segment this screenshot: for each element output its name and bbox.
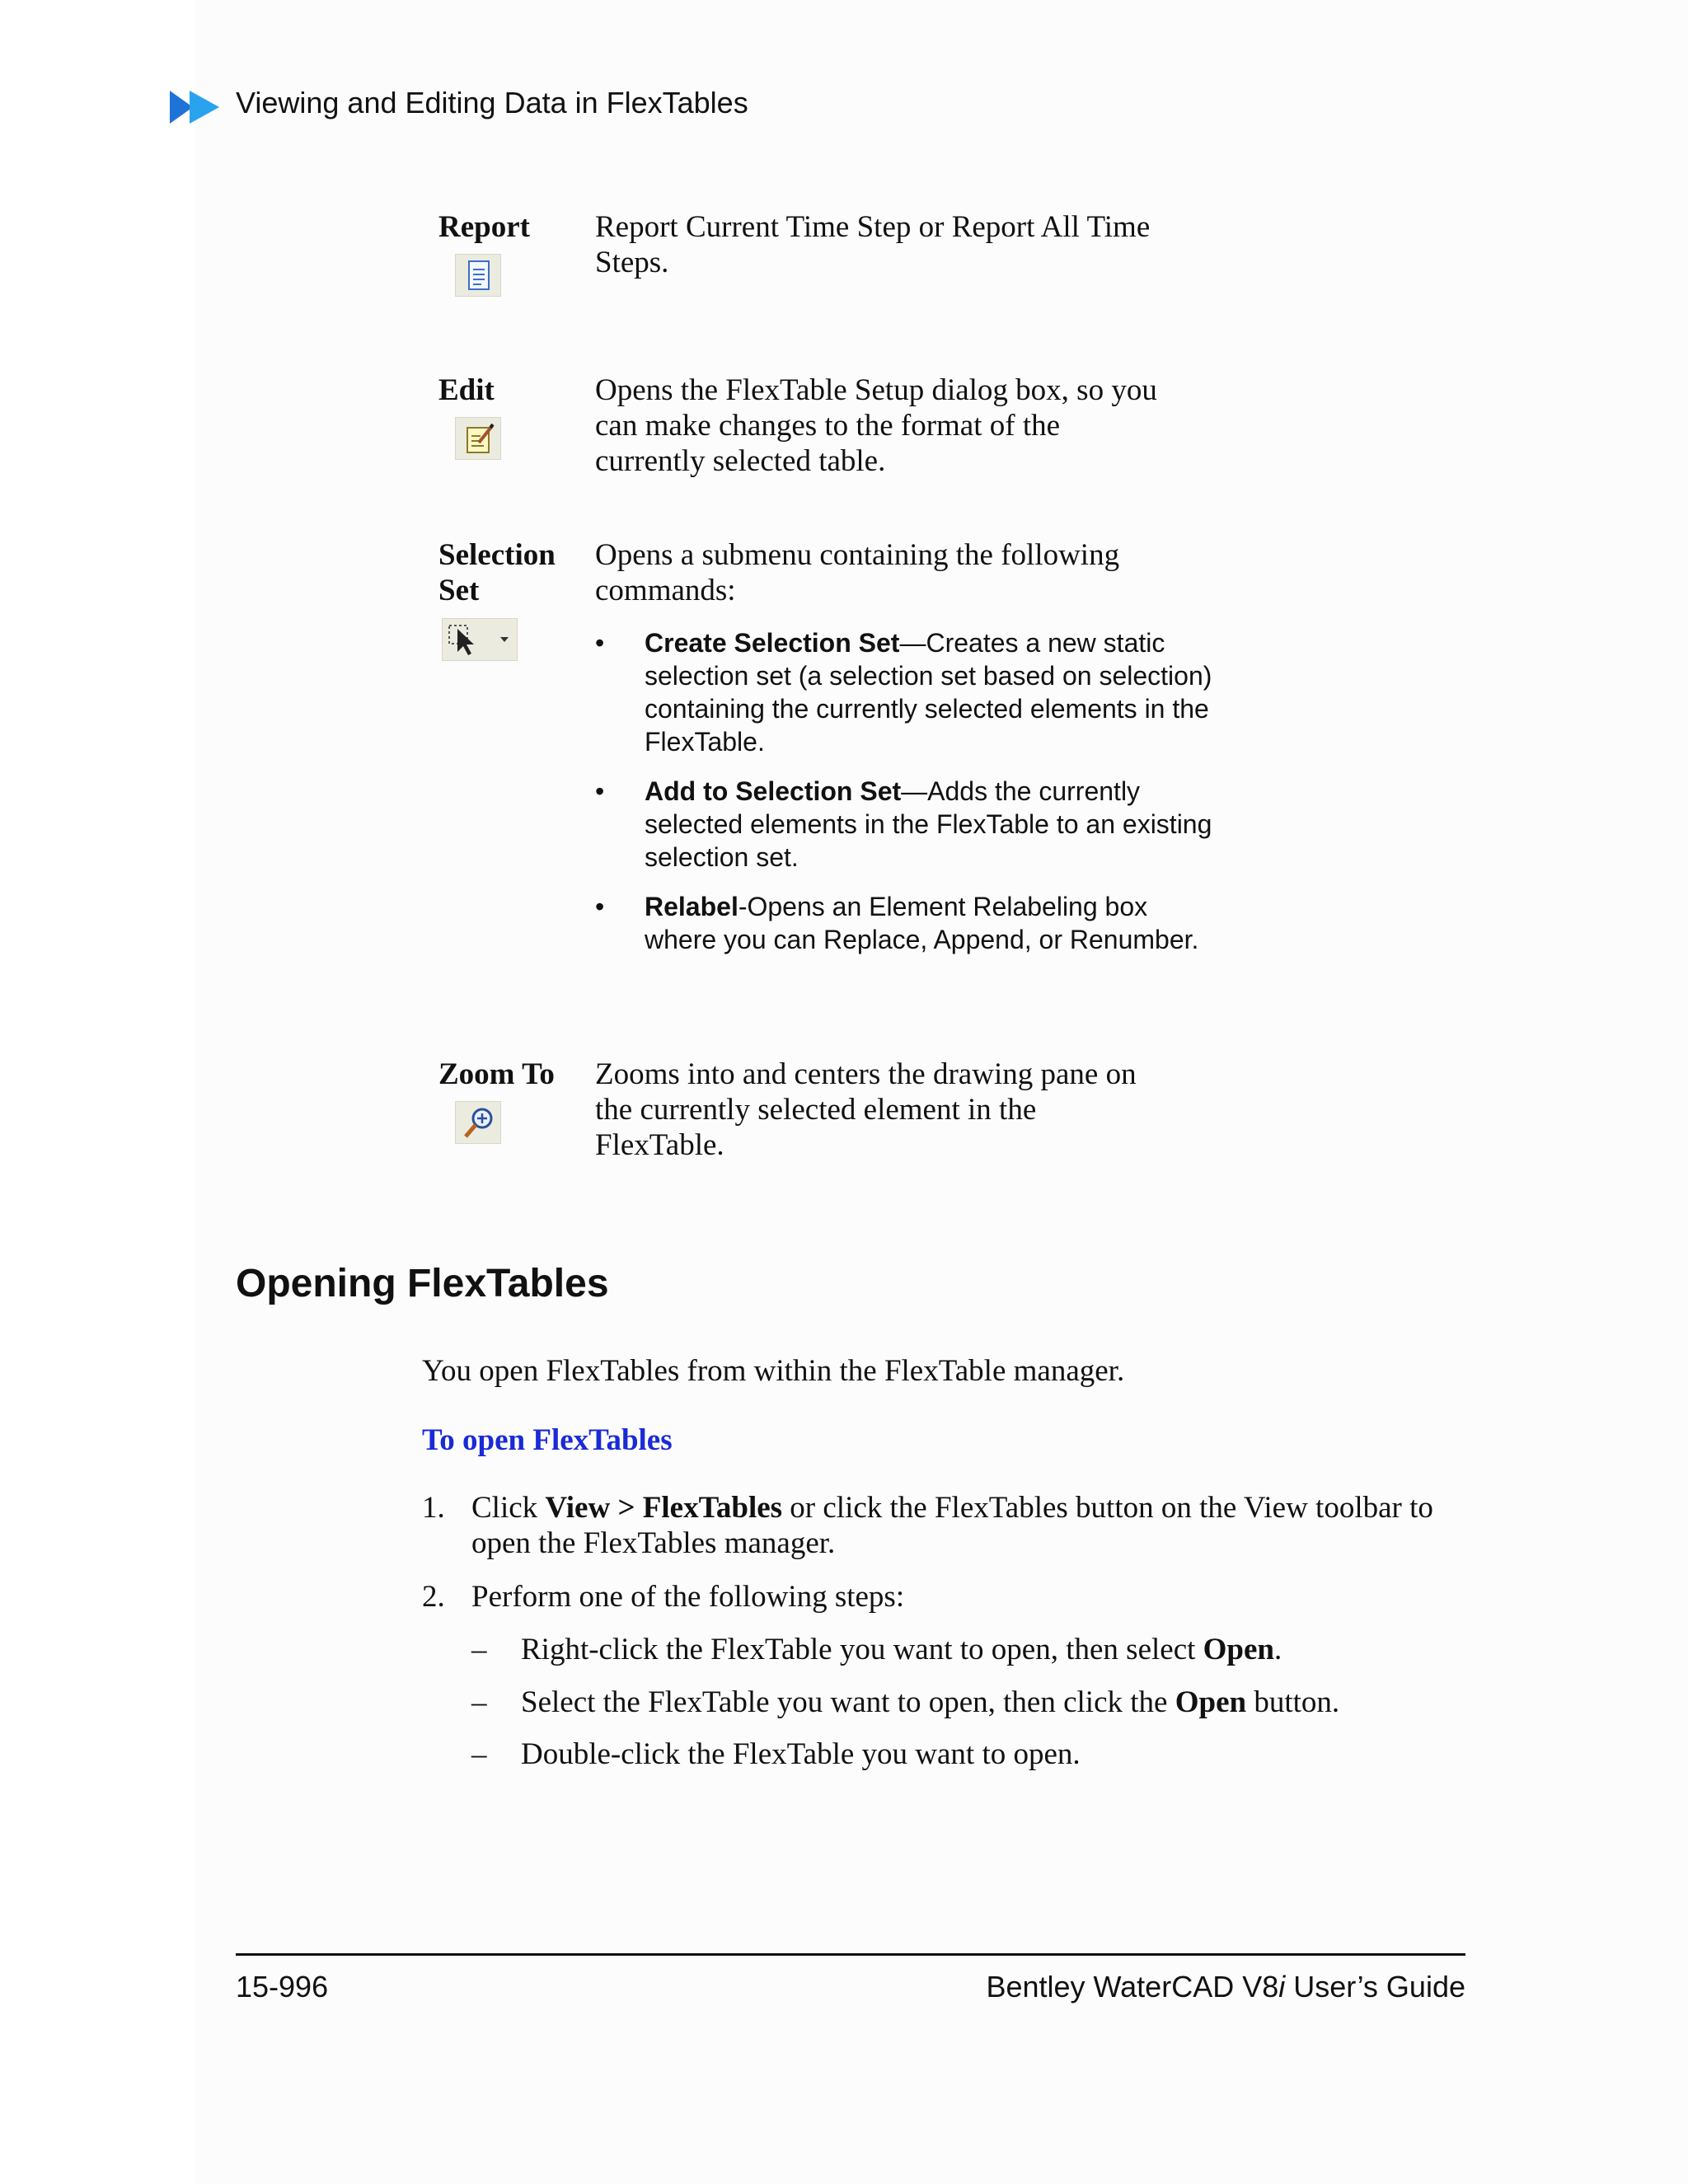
substep-text-part: Select the FlexTable you want to open, then click the <box>521 1685 1175 1719</box>
guide-title <box>986 1970 1465 2004</box>
footer-divider <box>236 1953 1465 1956</box>
command-label-line: Selection <box>438 538 556 572</box>
command-label-line: Set <box>438 574 480 607</box>
step-number: 2. <box>422 1580 445 1614</box>
substep-text-part: . <box>1274 1633 1282 1666</box>
substep-text <box>521 1632 1282 1667</box>
double-chevron-icon <box>170 89 223 125</box>
guide-title-suffix: User’s Guide <box>1285 1970 1465 2004</box>
bullet-text: —Creates a new static selection set (a selection set based on selection) containing the currently selected elements in the FlexTable. <box>645 628 1212 757</box>
bullet-text: -Opens an Element Relabeling box where you can Replace, Append, or Renumber. <box>645 892 1199 954</box>
guide-title-italic: i <box>1278 1970 1286 2004</box>
command-label-line: Report <box>438 210 530 244</box>
header-title: Viewing and Editing Data in FlexTables <box>236 86 748 120</box>
command-label <box>438 209 587 245</box>
step-text: Perform one of the following steps: <box>471 1580 905 1614</box>
dash-marker: – <box>471 1737 487 1771</box>
bullet-text: —Adds the currently selected elements in the FlexTable to an existing selection set. <box>645 776 1212 872</box>
bullet-term: Create Selection Set <box>645 628 900 658</box>
substep-text <box>521 1685 1339 1720</box>
guide-title-prefix: Bentley WaterCAD V8 <box>986 1970 1279 2004</box>
command-label-line: Edit <box>438 373 495 407</box>
command-description: Opens the FlexTable Setup dialog box, so you can make changes to the format of the currently selected table. <box>595 373 1157 478</box>
command-description: Zooms into and centers the drawing pane on the currently selected element in the FlexTable. <box>595 1057 1137 1162</box>
selection-arrow-dropdown-icon <box>442 618 518 661</box>
command-label <box>438 537 587 608</box>
bullet-add-to-selection-set: • Add to Selection Set—Adds the currently selected elements in the FlexTable to an existing selection set. <box>595 776 1212 872</box>
submenu-bullet-list <box>595 626 1221 972</box>
substep-text-part: Right-click the FlexTable you want to open, then select <box>521 1633 1203 1666</box>
step-text-part: or click the FlexTables button on the View toolbar to open the FlexTables manager. <box>471 1491 1433 1560</box>
section-title: Opening FlexTables <box>236 1262 609 1305</box>
procedure-title: To open FlexTables <box>422 1423 673 1457</box>
bullet-term: Relabel <box>645 892 738 921</box>
dash-marker: – <box>471 1633 487 1666</box>
section-intro: You open FlexTables from within the FlexTable manager. <box>422 1354 1125 1388</box>
page-number: 15-996 <box>236 1970 329 2004</box>
edit-pencil-icon <box>455 417 501 460</box>
dash-marker: – <box>471 1685 487 1719</box>
step-number: 1. <box>422 1491 445 1525</box>
command-label <box>438 1057 587 1092</box>
bullet-create-selection-set: • Create Selection Set—Creates a new static selection set (a selection set based on selection) containing the currently selected elements in the FlexTable. <box>595 628 1212 757</box>
substep-text-part: Double-click the FlexTable you want to open. <box>521 1737 1081 1771</box>
step-text-part: Click <box>471 1491 546 1525</box>
zoom-magnifier-icon <box>455 1101 501 1144</box>
substep-bold: Open <box>1175 1685 1247 1719</box>
report-document-icon <box>455 254 501 297</box>
step-text <box>471 1490 1493 1561</box>
bullet-term: Add to Selection Set <box>645 776 902 806</box>
menu-path: View > FlexTables <box>545 1491 783 1525</box>
substep-text <box>521 1736 1081 1772</box>
command-label <box>438 373 587 408</box>
command-description: Report Current Time Step or Report All Time Steps. <box>595 210 1151 279</box>
substep-text-part: button. <box>1246 1685 1340 1719</box>
bullet-relabel: • Relabel-Opens an Element Relabeling box where you can Replace, Append, or Renumber. <box>595 892 1199 954</box>
command-description: Opens a submenu containing the following commands: <box>595 538 1120 607</box>
command-label-line: Zoom To <box>438 1057 555 1091</box>
substep-bold: Open <box>1203 1633 1274 1666</box>
